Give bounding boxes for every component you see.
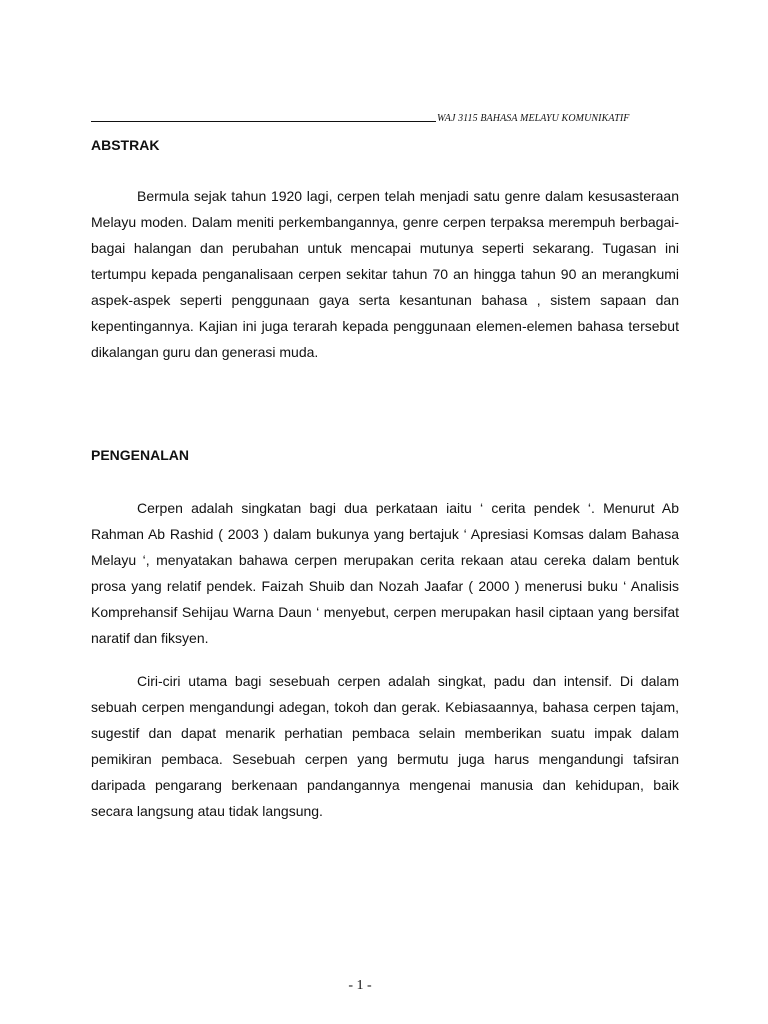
intro-paragraph-1: Cerpen adalah singkatan bagi dua perkataan iaitu ‘ cerita pendek ‘. Menurut Ab Rahman Ab Rashid ( 2003 ) dalam bukunya yang bertajuk ‘ Apresiasi Komsas dalam Bahasa Melayu ‘, menyatakan bahawa cerpen merupakan cerita rekaan atau cereka dalam bentuk prosa yang relatif pendek. Faizah Shuib dan Nozah Jaafar ( 2000 ) menerusi buku ‘ Analisis Komprehansif Sehijau Warna Daun ‘ menyebut, cerpen merupakan hasil ciptaan yang bersifat naratif dan fiksyen. — [91, 500, 679, 646]
section-heading-abstrak: ABSTRAK — [91, 137, 160, 153]
running-header — [91, 112, 679, 124]
course-title: WAJ 3115 BAHASA MELAYU KOMUNIKATIF — [437, 113, 630, 124]
page-number: - 1 - — [348, 978, 372, 993]
abstract-paragraph: Bermula sejak tahun 1920 lagi, cerpen telah menjadi satu genre dalam kesusasteraan Melayu moden. Dalam meniti perkembangannya, genre cerpen terpaksa merempuh berbagai-bagai halangan dan perubahan untuk mencapai mutunya seperti sekarang. Tugasan ini tertumpu kepada penganalisaan cerpen sekitar tahun 70 an hingga tahun 90 an merangkumi aspek-aspek seperti penggunaan gaya serta kesantunan bahasa , sistem sapaan dan kepentingannya. Kajian ini juga terarah kepada penggunaan elemen-elemen bahasa tersebut dikalangan guru dan generasi muda. — [91, 188, 679, 360]
intro-paragraph-2: Ciri-ciri utama bagi sesebuah cerpen adalah singkat, padu dan intensif. Di dalam sebuah cerpen mengandungi adegan, tokoh dan gerak. Kebiasaannya, bahasa cerpen tajam, sugestif dan dapat menarik perhatian pembaca selain memberikan suatu impak dalam pemikiran pembaca. Sesebuah cerpen yang bermutu juga harus mengandungi tafsiran daripada pengarang berkenaan pandangannya mengenai manusia dan kehidupan, baik secara langsung atau tidak langsung. — [91, 673, 679, 819]
section-heading-pengenalan: PENGENALAN — [91, 447, 190, 463]
header-rule — [91, 112, 436, 122]
